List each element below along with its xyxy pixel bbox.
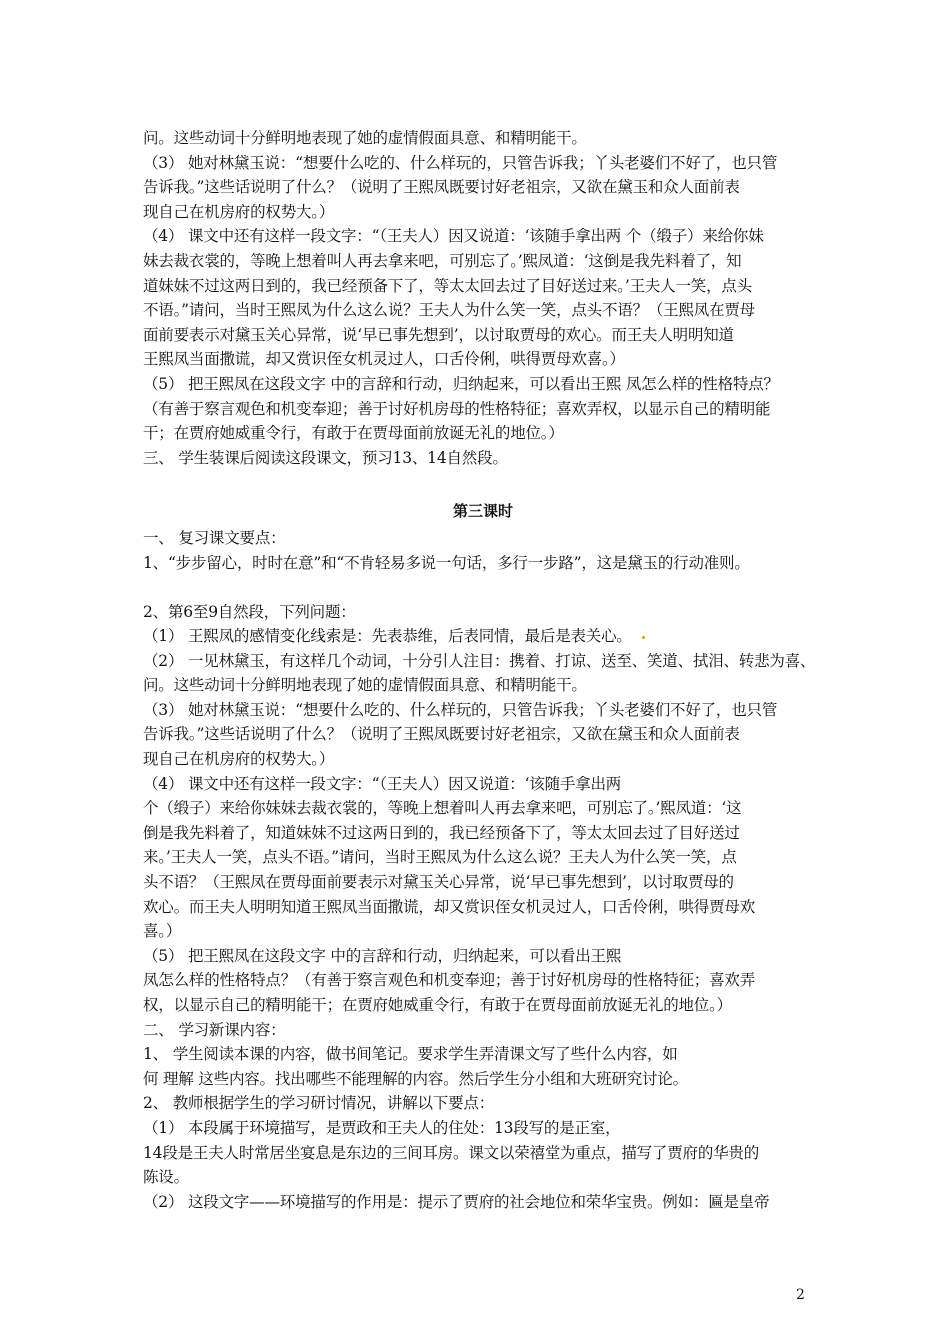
text-line: 1、“步步留心，时时在意”和“不肯轻易多说一句话，多行一步路”，这是黛玉的行动准则。	[143, 553, 750, 572]
text-line: 一、 复习课文要点：	[143, 529, 286, 548]
text-line: 二、 学习新课内容：	[143, 1020, 286, 1039]
text-line: （4） 课文中还有这样一段文字：“（王夫人）因又说道：‘该随手拿出两	[143, 774, 622, 793]
text-line: （3） 她对林黛玉说：“想要什么吃的、什么样玩的，只管告诉我；丫头老婆们不好了，也只管	[143, 700, 778, 719]
section1	[143, 126, 823, 470]
section2	[143, 526, 823, 1214]
text-line: 问。这些动词十分鲜明地表现了她的虚情假面具意、和精明能干。	[143, 676, 587, 695]
text-line: 王熙凤当面撒谎，却又赏识侄女机灵过人，口舌伶俐，哄得贾母欢喜。）	[143, 350, 625, 369]
text-line: 面前要表示对黛玉关心异常，说‘早已事先想到’，以讨取贾母的欢心。而王夫人明明知道	[143, 325, 734, 344]
highlight-mark	[642, 636, 645, 639]
text-line: 2、第6至9自然段，下列问题：	[143, 602, 356, 621]
text-line: 14段是王夫人时常居坐宴息是东边的三间耳房。课文以荣禧堂为重点，描写了贾府的华贵的	[143, 1143, 760, 1162]
text-line: （1） 本段属于环境描写，是贾政和王夫人的住处：13段写的是正室，	[143, 1118, 621, 1137]
text-line: 倒是我先料着了，知道妹妹不过这两日到的，我已经预备下了，等太太回去过了目好送过	[143, 823, 740, 842]
text-line: 喜。）	[143, 922, 182, 941]
spacer	[143, 470, 823, 494]
text-line: 告诉我。”这些话说明了什么？（说明了王熙凤既要讨好老祖宗，又欲在黛玉和众人面前表	[143, 178, 740, 197]
text-line: 来。’王夫人一笑，点头不语。”请问，当时王熙凤为什么这么说？王夫人为什么笑一笑，点	[143, 848, 737, 867]
text-line: （4） 课文中还有这样一段文字：“（王夫人）因又说道：‘该随手拿出两 个（缎子）来给你妹	[143, 227, 764, 246]
text-line: （有善于察言观色和机变奉迎；善于讨好机房母的性格特征；喜欢弄权，以显示自己的精明能	[143, 399, 771, 418]
text-line: 不语。”请问，当时王熙凤为什么这么说？王夫人为什么笑一笑，点头不语？（王熙凤在贾母	[143, 301, 755, 320]
text-line: 干；在贾府她威重令行，有敢于在贾母面前放诞无礼的地位。）	[143, 424, 564, 443]
text-line: （5） 把王熙凤在这段文字 中的言辞和行动，归纳起来，可以看出王熙	[143, 946, 622, 965]
text-line: 问。这些动词十分鲜明地表现了她的虚情假面具意、和精明能干。	[143, 129, 587, 147]
text-line: 道妹妹不过这两日到的，我已经预备下了，等太太回去过了目好送过来。’王夫人一笑，点头	[143, 276, 752, 295]
text-line: （2） 一见林黛玉，有这样几个动词，十分引人注目：携着、打谅、送至、笑道、拭泪、转悲为喜、	[143, 651, 816, 670]
text-line: 1、 学生阅读本课的内容，做书间笔记。要求学生弄清课文写了些什么内容，如	[143, 1045, 678, 1064]
text-line: 告诉我。”这些话说明了什么？（说明了王熙凤既要讨好老祖宗，又欲在黛玉和众人面前表	[143, 725, 740, 744]
text-line: 现自己在机房府的权势大。）	[143, 750, 335, 769]
page-content	[143, 126, 823, 1214]
text-line: 2、 教师根据学生的学习研讨情况，讲解以下要点：	[143, 1094, 494, 1113]
text-line	[143, 624, 823, 649]
text-line: 何 理解 这些内容。找出哪些不能理解的内容。然后学生分小组和大班研究讨论。	[143, 1069, 688, 1088]
section-heading: 第三课时	[452, 502, 513, 521]
spacer	[143, 576, 823, 600]
page-number: 2	[796, 1287, 805, 1303]
text-line: 三、 学生装课后阅读这段课文，预习13、14自然段。	[143, 448, 508, 467]
text-line: 凤怎么样的性格特点？（有善于察言观色和机变奉迎；善于讨好机房母的性格特征；喜欢弄	[143, 971, 756, 990]
text-line: 权，以显示自己的精明能干；在贾府她威重令行，有敢于在贾母面前放诞无礼的地位。）	[143, 996, 732, 1014]
text-span: （1） 王熙凤的感情变化线索是：先表恭维，后表同情，最后是表关心。	[143, 627, 632, 646]
text-line: 陈设。	[143, 1168, 189, 1187]
text-line: 个（缎子）来给你妹妹去裁衣裳的，等晚上想着叫人再去拿来吧，可别忘了。’熙凤道：‘这	[143, 799, 742, 818]
text-line: 现自己在机房府的权势大。）	[143, 202, 335, 221]
text-line: （3） 她对林黛玉说：“想要什么吃的、什么样玩的，只管告诉我；丫头老婆们不好了，也只管	[143, 153, 778, 172]
text-line: （5） 把王熙凤在这段文字 中的言辞和行动，归纳起来，可以看出王熙 凤怎么样的性格特点？	[143, 374, 779, 393]
text-line: 头不语？（王熙凤在贾母面前要表示对黛玉关心异常，说‘早已事先想到’，以讨取贾母的	[143, 873, 734, 892]
text-line: 欢心。而王夫人明明知道王熙凤当面撒谎，却又赏识侄女机灵过人，口舌伶俐，哄得贾母欢	[143, 897, 756, 916]
text-line: （2） 这段文字——环境描写的作用是：提示了贾府的社会地位和荣华宝贵。例如：匾是皇帝	[143, 1192, 770, 1211]
text-line: 妹去裁衣裳的，等晚上想着叫人再去拿来吧，可别忘了。’熙凤道：‘这倒是我先料着了，知	[143, 251, 742, 270]
